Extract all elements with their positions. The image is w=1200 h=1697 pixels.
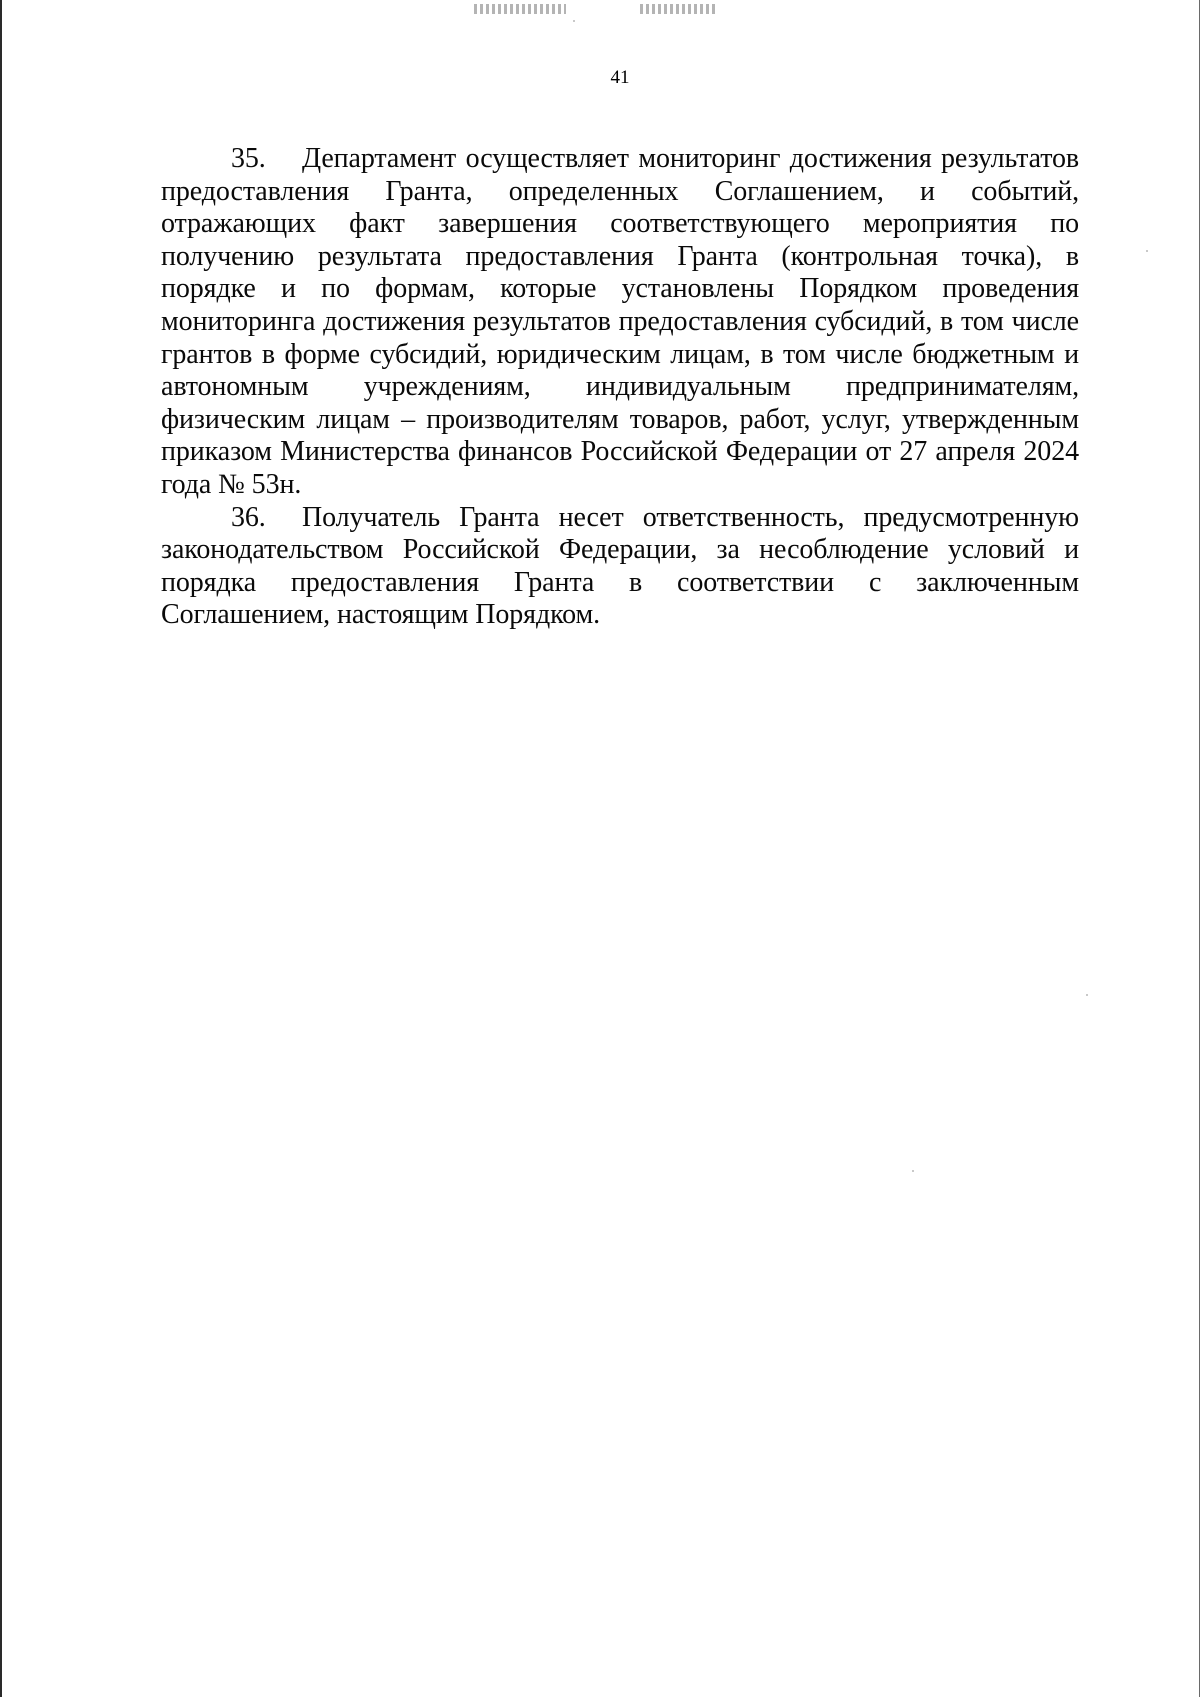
scan-speck	[573, 20, 575, 22]
paragraph-number: 36.	[231, 501, 266, 533]
scan-artifact	[474, 4, 566, 14]
paragraph-35	[161, 143, 1079, 502]
scan-artifact	[640, 4, 716, 14]
paragraph-text: Получатель Гранта несет ответственность, предусмотренную законодательством Российской Федерации, за несоблюдение условий и порядка предоставления Гранта в соответствии с заключенным Соглашением, настоящим Порядком.	[161, 501, 1079, 631]
page-number: 41	[610, 67, 630, 88]
paragraph-number: 35.	[231, 143, 266, 174]
scan-speck	[1086, 994, 1088, 996]
scan-edge-left	[0, 0, 2, 1697]
paragraph-36	[161, 502, 1079, 632]
document-body	[161, 143, 1079, 632]
scan-speck	[1146, 250, 1148, 252]
scan-speck	[912, 1170, 914, 1172]
paragraph-text: Департамент осуществляет мониторинг достижения результатов предоставления Гранта, определенных Соглашением, и событий, отражающих факт завершения соответствующего мероприятия по получению результата предоставления Гранта (контрольная точка), в порядке и по формам, которые установлены Порядком проведения мониторинга достижения результатов предоставления субсидий, в том числе грантов в форме субсидий, юридическим лицам, в том числе бюджетным и автономным учреждениям, индивидуальным предпринимателям, физическим лицам – производителям товаров, работ, услуг, утвержденным приказом Министерства финансов Российской Федерации от 27 апреля 2024 года № 53н.	[161, 143, 1079, 500]
